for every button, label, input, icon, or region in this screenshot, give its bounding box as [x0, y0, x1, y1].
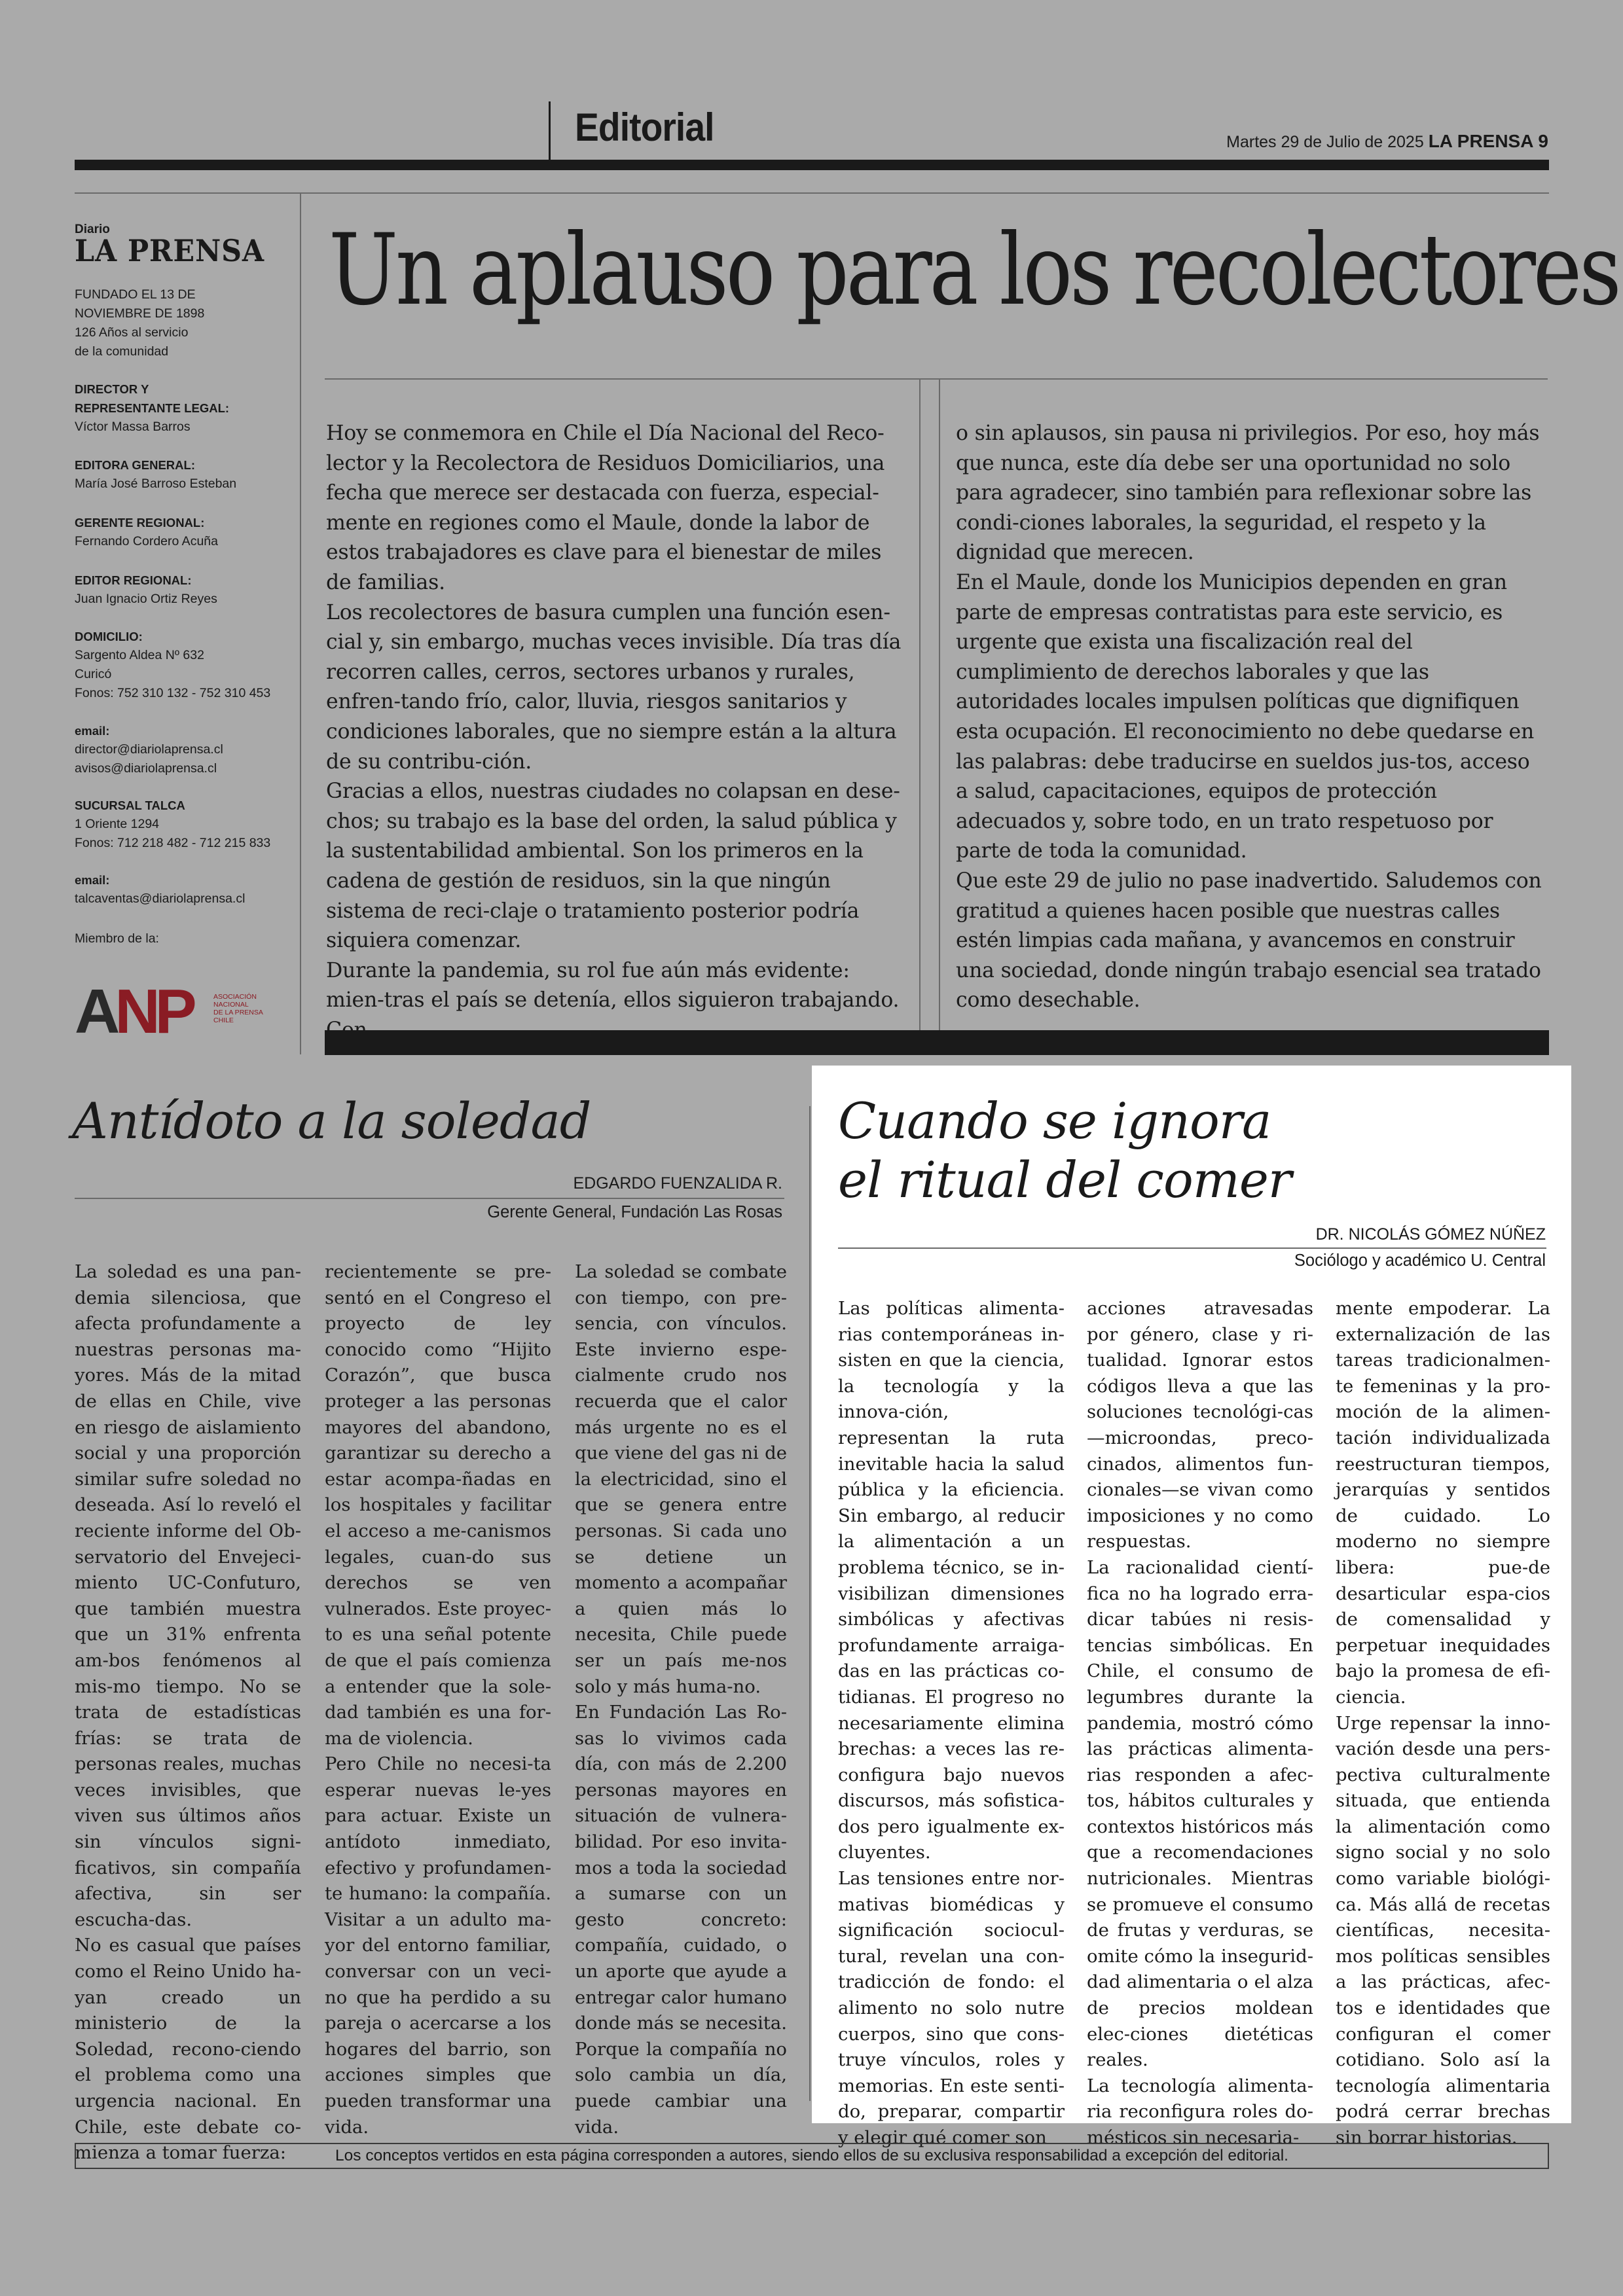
header-rule	[75, 160, 1549, 170]
articles-divider	[809, 1106, 811, 2101]
editora-heading: EDITORA GENERAL:	[75, 458, 195, 472]
paragraph: La soledad es una pan-​demia silenciosa, que afecta profundamente a nuestras personas ma-​yores. Más de la mitad de ellas en Chile, vive en riesgo de aislamiento social y una proporción similar sufre soledad no deseada. Así lo reveló el reciente informe del Ob-​servatorio del Envejeci-​miento UC-Confuturo, que también muestra que un 31% enfrenta am-​bos fenómenos al mis-​mo tiempo. No se trata de estadísticas frías: se trata de personas reales, muchas veces invisibles, que viven sus últimos años sin vínculos signi-​ficativos, sin compañía afectiva, sin ser escucha-​das.	[75, 1261, 301, 1930]
article-right-column-3	[1336, 1296, 1550, 2151]
paragraph: acciones atravesadas por género, clase y ri-​tualidad. Ignorar estos códigos lleva a que las soluciones tecnológi-​cas—microondas, preco-​cinados, alimentos fun-​cionales—se vivan como imposiciones y no como respuestas.	[1087, 1298, 1313, 1552]
svg-text:NACIONAL: NACIONAL	[213, 1001, 249, 1009]
domicilio-heading: DOMICILIO:	[75, 630, 143, 643]
domicilio-line: Curicó	[75, 667, 112, 681]
director-name: Víctor Massa Barros	[75, 420, 191, 434]
article-left-author: EDGARDO FUENZALIDA R.	[573, 1174, 782, 1193]
article-left-role: Gerente General, Fundación Las Rosas	[487, 1203, 782, 1221]
editorial-column-2	[956, 419, 1548, 1016]
sucursal-heading: SUCURSAL TALCA	[75, 798, 185, 812]
article-right-author: DR. NICOLÁS GÓMEZ NÚÑEZ	[1315, 1225, 1546, 1244]
header-divider	[549, 101, 551, 160]
paragraph: La racionalidad cientí-​fica no ha logrado erra-​dicar tabúes ni resis-​tencias simbólicas. En Chile, el consumo de legumbres durante la pandemia, mostró cómo las prácticas alimenta-​rias responden a afec-​tos, hábitos culturales y contextos históricos más que a recomendaciones nutricionales. Mientras se promueve el consumo de frutas y verduras, se omite cómo la insegurid-​dad alimentaria o el alza de precios moldean elec-​ciones dietéticas reales.	[1087, 1556, 1313, 2071]
masthead-sidebar	[75, 194, 301, 1054]
paragraph: La tecnología alimenta-​ria reconfigura roles do-​mésticos sin necesaria-	[1087, 2075, 1313, 2148]
article-right-rule	[838, 1247, 1546, 1249]
founded-block	[75, 285, 291, 361]
anp-logo	[75, 971, 291, 1043]
brand-small: Diario	[75, 223, 110, 236]
editora-name: María José Barroso Esteban	[75, 476, 237, 491]
footer-disclaimer: Los conceptos vertidos en esta página corresponden a autores, siendo ellos de su exclusiva responsabilidad a excepción del editorial.	[75, 2143, 1549, 2169]
founded-line: NOVIEMBRE DE 1898	[75, 306, 205, 321]
paragraph: Hoy se conmemora en Chile el Día Nacional del Reco-​lector y la Recolectora de Residuos Domiciliarios, una fecha que merece ser destacada con fuerza, especial-​mente en regiones como el Maule, donde la labor de estos trabajadores es clave para el bienestar de miles de familias.	[326, 422, 885, 594]
paragraph: Gracias a ellos, nuestras ciudades no colapsan en dese-​chos; su trabajo es la base del orden, la salud pública y la sustentabilidad ambiental. Son los primeros en la cadena de gestión de residuos, sin la que ningún sistema de reci-​claje o tratamiento posterior podría siquiera comenzar.	[326, 780, 900, 953]
paragraph: Los recolectores de basura cumplen una función esen-​cial y, sin embargo, muchas veces invisible. Día tras día recorren calles, cerros, sectores urbanos y rurales, enfren-​tando frío, calor, lluvia, riesgos sanitarios y condiciones laborales, que no siempre están a la altura de su contribu-​ción.	[326, 600, 902, 774]
editor-heading: EDITOR REGIONAL:	[75, 573, 192, 587]
email2-link[interactable]: talcaventas@diariolaprensa.cl	[75, 891, 246, 906]
article-left-rule	[75, 1198, 784, 1199]
anp-caption	[213, 992, 263, 1024]
founded-line: FUNDADO EL 13 DE	[75, 287, 196, 302]
article-right-column-2	[1087, 1296, 1313, 2151]
editorial-column-1	[326, 419, 905, 1045]
paragraph: Durante la pandemia, su rol fue aún más evidente: mien-​tras el país se detenía, ellos siguieron trabajando.	[326, 958, 900, 1013]
domicilio-line: Fonos: 752 310 132 - 752 310 453	[75, 686, 271, 700]
article-left-column-3	[575, 1259, 787, 2140]
paragraph: o sin aplausos, sin pausa ni privilegios. Por eso, hoy más que nunca, este día debe ser una oportunidad no solo para agradecer, sino también para reflexionar sobre las condi-​ciones laborales, la seguridad, el respeto y la dignidad que merecen.	[956, 422, 1540, 565]
email-heading: email:	[75, 724, 110, 738]
gerente-name: Fernando Cordero Acuña	[75, 534, 218, 548]
email-block	[75, 721, 291, 778]
editora-block	[75, 456, 291, 493]
brand-logo-text: LA PRENSA	[75, 233, 265, 268]
svg-text:CHILE: CHILE	[213, 1016, 234, 1024]
article-left-column-1	[75, 1259, 301, 2166]
article-right-title-line-1: Cuando se ignora	[838, 1092, 1271, 1150]
paragraph: Urge repensar la inno-​vación desde una pers-​pectiva culturalmente situada, que entienda la alimentación como signo social y no solo como variable biológi-​ca. Más allá de recetas científicas, necesita-​mos políticas sensibles a las prácticas, afec-​tos e identidades que configuran el comer cotidiano. Solo así la tecnología alimentaria podrá cerrar brechas sin borrar historias.	[1336, 1712, 1550, 2148]
director-heading: REPRESENTANTE LEGAL:	[75, 401, 230, 415]
email-link[interactable]: avisos@diariolaprensa.cl	[75, 761, 217, 776]
header-date-line	[1226, 131, 1548, 152]
sucursal-line: Fonos: 712 218 482 - 712 215 833	[75, 836, 271, 850]
header-newspaper: LA PRENSA	[1428, 131, 1534, 151]
domicilio-block	[75, 627, 291, 703]
sucursal-block	[75, 796, 291, 853]
paragraph: mente empoderar. La externalización de las tareas tradicionalmen-​te femeninas y la pro-​moción de la alimen-​tación individualizada reestructuran tiempos, jerarquías y sentidos de cuidado. Lo moderno no siempre libera: pue-​de desarticular espa-​cios de comensalidad y perpetuar inequidades bajo la promesa de efi-​ciencia.	[1336, 1298, 1550, 1708]
article-right-column-1	[838, 1296, 1065, 2151]
header-page-number: 9	[1538, 131, 1548, 151]
editorial-title: Un aplauso para los recolectores	[329, 213, 1619, 327]
svg-text:ASOCIACIÓN: ASOCIACIÓN	[213, 993, 257, 1001]
founded-line: 126 Años al servicio	[75, 325, 189, 340]
editorial-bottom-bar	[325, 1030, 1549, 1055]
member-label: Miembro de la:	[75, 931, 159, 946]
paragraph: En Fundación Las Ro-​sas lo vivimos cada día, con más de 2.200 personas mayores en situación de vulnera-​bilidad. Por eso invita-​mos a toda la sociedad a sumarse con un gesto concreto: compañía, cuidado, o un aporte que ayude a entregar calor humano donde más se necesita. Porque la compañía no solo cambia un día, puede cambiar una vida.	[575, 1702, 787, 2138]
email2-heading: email:	[75, 873, 110, 887]
section-label: Editorial	[575, 105, 714, 149]
gerente-heading: GERENTE REGIONAL:	[75, 516, 205, 529]
editor-block	[75, 571, 291, 609]
paragraph: recientemente se pre-​sentó en el Congreso el proyecto de ley conocido como “Hijito Corazón”, que busca proteger a las personas mayores del abandono, garantizar su derecho a estar acompa-​ñadas en los hospitales y facilitar el acceso a me-​canismos legales, cuan-​do sus derechos se ven vulnerados. Este proyec-​to es una señal potente de que el país comienza a entender que la sole-​dad también es una for-​ma de violencia.	[325, 1261, 551, 1749]
paragraph: Las políticas alimenta-​rias contemporáneas in-​sisten en que la ciencia, la tecnología y la innova-​ción, representan la ruta inevitable hacia la salud pública y la eficiencia. Sin embargo, al reducir la alimentación a un problema técnico, se in-​visibilizan dimensiones simbólicas y afectivas profundamente arraiga-​das en las prácticas co-​tidianas. El progreso no necesariamente elimina brechas: a veces las re-​configura bajo nuevos discursos, más sofistica-​dos pero igualmente ex-​cluyentes.	[838, 1298, 1065, 1863]
sucursal-line: 1 Oriente 1294	[75, 817, 160, 831]
editorial-column-divider	[919, 380, 940, 1030]
paragraph: Pero Chile no necesi-​ta esperar nuevas le-​yes para actuar. Existe un antídoto inmediato, efectivo y profundamen-​te humano: la compañía. Visitar a un adulto ma-​yor del entorno familiar, conversar con un veci-​no que ha perdido a su pareja o acercarse a los hogares del barrio, son acciones simples que pueden transformar una vida.	[325, 1753, 551, 2138]
gerente-block	[75, 513, 291, 551]
director-block	[75, 380, 291, 437]
email2-block	[75, 870, 291, 908]
article-right-role: Sociólogo y académico U. Central	[1294, 1251, 1546, 1270]
paragraph: Que este 29 de julio no pase inadvertido. Saludemos con gratitud a quienes hacen posible que nuestras calles estén limpias cada mañana, y avancemos en construir una sociedad, donde ningún trabajo esencial sea tratado como desechable.	[956, 869, 1542, 1013]
article-left-title: Antídoto a la soledad	[72, 1092, 591, 1150]
paragraph: Las tensiones entre nor-​mativas biomédicas y significación sociocul-​tural, revelan una con-​tradicción de fondo: el alimento no solo nutre cuerpos, sino que cons-​truye vínculos, roles y memorias. En este senti-​do, preparar, compartir y elegir qué comer son	[838, 1868, 1065, 2148]
article-right-title-line-2: el ritual del comer	[838, 1151, 1292, 1209]
paragraph: No es casual que países como el Reino Unido ha-​yan creado un ministerio de la Soledad, recono-​ciendo el problema como una urgencia nacional. En Chile, este debate co-​mienza a tomar fuerza:	[75, 1935, 301, 2164]
founded-line: de la comunidad	[75, 344, 169, 359]
header-date: Martes 29 de Julio de 2025	[1226, 133, 1424, 151]
editor-name: Juan Ignacio Ortiz Reyes	[75, 592, 217, 606]
director-heading: DIRECTOR Y	[75, 382, 149, 396]
article-left-column-2	[325, 1259, 551, 2140]
svg-text:DE LA PRENSA: DE LA PRENSA	[213, 1009, 263, 1016]
paragraph: La soledad se combate con tiempo, con pre-​sencia, con vínculos. Este invierno espe-​cialmente crudo nos recuerda que el calor más urgente no es el que viene del gas ni de la electricidad, sino el que se genera entre personas. Si cada uno se detiene un momento a acompañar a quien más lo necesita, Chile puede ser un país me-​nos solo y más huma-​no.	[575, 1261, 787, 1697]
anp-letters: ANP	[75, 977, 192, 1043]
paragraph: En el Maule, donde los Municipios dependen en gran parte de empresas contratistas para este servicio, es urgente que exista una fiscalización real del cumplimiento de derechos laborales y que las autoridades locales impulsen políticas que dignifiquen esta ocupación. El reconocimiento no debe quedarse en las palabras: debe traducirse en sueldos jus-​tos, acceso a salud, capacitaciones, equipos de protección adecuados y, sobre todo, en un trato respetuoso por parte de toda la comunidad.	[956, 570, 1535, 863]
email-link[interactable]: director@diariolaprensa.cl	[75, 742, 223, 757]
domicilio-line: Sargento Aldea Nº 632	[75, 648, 204, 662]
